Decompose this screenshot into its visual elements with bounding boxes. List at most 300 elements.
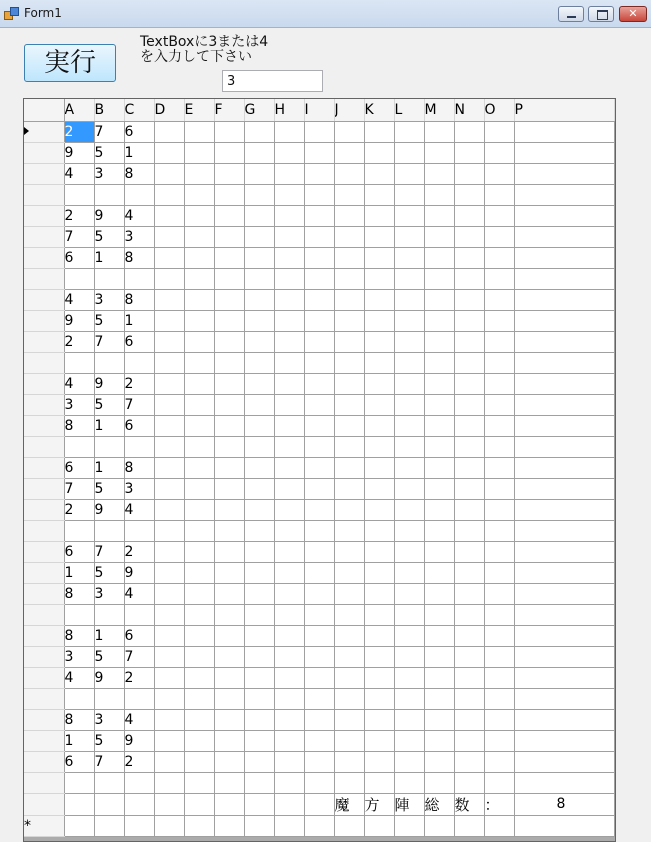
grid-cell[interactable]	[274, 667, 304, 688]
grid-cell[interactable]	[454, 625, 484, 646]
grid-cell[interactable]	[454, 310, 484, 331]
grid-cell[interactable]: 1	[124, 310, 154, 331]
grid-cell[interactable]	[334, 121, 364, 142]
grid-cell[interactable]	[454, 604, 484, 625]
column-header-j[interactable]: J	[334, 99, 364, 121]
grid-cell[interactable]	[454, 583, 484, 604]
grid-cell[interactable]	[394, 268, 424, 289]
grid-cell[interactable]	[484, 310, 514, 331]
grid-cell[interactable]	[514, 478, 614, 499]
grid-cell[interactable]: 6	[64, 247, 94, 268]
grid-cell[interactable]	[154, 415, 184, 436]
grid-cell[interactable]	[214, 121, 244, 142]
grid-cell[interactable]	[514, 163, 614, 184]
grid-cell[interactable]	[304, 205, 334, 226]
grid-cell[interactable]	[184, 247, 214, 268]
grid-cell[interactable]	[394, 310, 424, 331]
grid-cell[interactable]	[514, 457, 614, 478]
grid-cell[interactable]: 総	[424, 793, 454, 815]
grid-cell[interactable]	[214, 394, 244, 415]
grid-cell[interactable]	[454, 499, 484, 520]
grid-cell[interactable]	[214, 730, 244, 751]
grid-cell[interactable]: 7	[124, 646, 154, 667]
grid-cell[interactable]	[274, 541, 304, 562]
grid-cell[interactable]	[484, 373, 514, 394]
grid-cell[interactable]	[334, 667, 364, 688]
grid-cell[interactable]	[334, 352, 364, 373]
grid-cell[interactable]	[304, 184, 334, 205]
grid-cell[interactable]	[154, 268, 184, 289]
grid-cell[interactable]	[454, 373, 484, 394]
grid-cell[interactable]: 3	[94, 289, 124, 310]
grid-cell[interactable]	[154, 310, 184, 331]
grid-cell[interactable]: 2	[124, 373, 154, 394]
grid-cell[interactable]	[304, 625, 334, 646]
grid-cell[interactable]	[214, 751, 244, 772]
grid-cell[interactable]	[244, 541, 274, 562]
grid-cell[interactable]	[394, 205, 424, 226]
grid-cell[interactable]	[304, 646, 334, 667]
grid-cell[interactable]	[484, 772, 514, 793]
grid-cell[interactable]	[424, 436, 454, 457]
grid-cell[interactable]	[154, 436, 184, 457]
grid-cell[interactable]	[454, 815, 484, 836]
grid-cell[interactable]	[514, 352, 614, 373]
grid-cell[interactable]	[364, 436, 394, 457]
grid-cell[interactable]: 方	[364, 793, 394, 815]
grid-cell[interactable]	[244, 646, 274, 667]
grid-cell[interactable]	[394, 562, 424, 583]
column-header-k[interactable]: K	[364, 99, 394, 121]
grid-cell[interactable]	[334, 205, 364, 226]
row-header[interactable]	[24, 583, 64, 604]
grid-cell[interactable]	[394, 184, 424, 205]
grid-cell[interactable]	[454, 667, 484, 688]
column-header-d[interactable]: D	[154, 99, 184, 121]
grid-cell[interactable]	[214, 247, 244, 268]
grid-cell[interactable]	[334, 373, 364, 394]
grid-cell[interactable]	[394, 625, 424, 646]
grid-cell[interactable]	[484, 352, 514, 373]
grid-cell[interactable]	[64, 604, 94, 625]
grid-cell[interactable]: 8	[124, 247, 154, 268]
grid-cell[interactable]	[214, 562, 244, 583]
grid-cell[interactable]	[124, 793, 154, 815]
grid-cell[interactable]	[304, 247, 334, 268]
grid-cell[interactable]	[484, 247, 514, 268]
grid-cell[interactable]	[304, 709, 334, 730]
grid-cell[interactable]	[364, 142, 394, 163]
grid-cell[interactable]	[244, 478, 274, 499]
grid-cell[interactable]	[154, 163, 184, 184]
grid-cell[interactable]	[274, 268, 304, 289]
grid-cell[interactable]	[394, 373, 424, 394]
grid-cell[interactable]	[244, 583, 274, 604]
grid-cell[interactable]	[514, 562, 614, 583]
grid-cell[interactable]	[184, 331, 214, 352]
grid-cell[interactable]	[214, 226, 244, 247]
grid-cell[interactable]	[454, 163, 484, 184]
grid-cell[interactable]	[484, 121, 514, 142]
grid-cell[interactable]	[274, 310, 304, 331]
grid-cell[interactable]	[304, 457, 334, 478]
grid-cell[interactable]	[364, 331, 394, 352]
grid-cell[interactable]	[334, 751, 364, 772]
grid-cell[interactable]	[454, 457, 484, 478]
close-button[interactable]	[619, 6, 647, 22]
grid-cell[interactable]	[424, 499, 454, 520]
grid-cell[interactable]	[454, 520, 484, 541]
grid-cell[interactable]	[214, 289, 244, 310]
grid-cell[interactable]: ：	[484, 793, 514, 815]
grid-cell[interactable]	[334, 436, 364, 457]
grid-cell[interactable]: 5	[94, 310, 124, 331]
grid-cell[interactable]	[184, 751, 214, 772]
grid-cell[interactable]	[184, 562, 214, 583]
grid-cell[interactable]	[244, 709, 274, 730]
grid-cell[interactable]	[184, 226, 214, 247]
grid-cell[interactable]	[154, 331, 184, 352]
grid-cell[interactable]	[94, 352, 124, 373]
grid-cell[interactable]	[244, 667, 274, 688]
row-header[interactable]	[24, 331, 64, 352]
grid-cell[interactable]	[454, 226, 484, 247]
grid-cell[interactable]	[484, 709, 514, 730]
row-header[interactable]	[24, 457, 64, 478]
grid-cell[interactable]	[484, 457, 514, 478]
grid-cell[interactable]	[484, 667, 514, 688]
grid-cell[interactable]	[514, 310, 614, 331]
grid-cell[interactable]	[304, 478, 334, 499]
grid-cell[interactable]	[514, 121, 614, 142]
grid-cell[interactable]	[184, 667, 214, 688]
grid-cell[interactable]	[394, 394, 424, 415]
grid-cell[interactable]	[484, 436, 514, 457]
grid-cell[interactable]	[334, 415, 364, 436]
grid-cell[interactable]	[424, 415, 454, 436]
grid-cell[interactable]	[184, 163, 214, 184]
grid-cell[interactable]	[394, 583, 424, 604]
grid-cell[interactable]	[424, 667, 454, 688]
grid-cell[interactable]	[364, 772, 394, 793]
grid-cell[interactable]	[394, 667, 424, 688]
grid-cell[interactable]	[394, 751, 424, 772]
row-header[interactable]	[24, 121, 64, 142]
grid-cell[interactable]	[334, 541, 364, 562]
grid-cell[interactable]: 4	[124, 709, 154, 730]
grid-cell[interactable]	[454, 709, 484, 730]
grid-cell[interactable]	[364, 583, 394, 604]
grid-cell[interactable]	[454, 436, 484, 457]
grid-cell[interactable]	[274, 457, 304, 478]
grid-cell[interactable]	[394, 499, 424, 520]
row-header[interactable]	[24, 667, 64, 688]
grid-cell[interactable]	[454, 562, 484, 583]
grid-cell[interactable]	[274, 815, 304, 836]
grid-cell[interactable]	[484, 205, 514, 226]
grid-cell[interactable]	[214, 815, 244, 836]
grid-cell[interactable]	[484, 730, 514, 751]
grid-cell[interactable]	[124, 184, 154, 205]
grid-cell[interactable]	[364, 499, 394, 520]
grid-cell[interactable]	[304, 562, 334, 583]
grid-cell[interactable]	[244, 562, 274, 583]
grid-cell[interactable]	[454, 688, 484, 709]
grid-cell[interactable]	[334, 289, 364, 310]
grid-cell[interactable]	[244, 310, 274, 331]
grid-cell[interactable]	[184, 142, 214, 163]
grid-cell[interactable]	[124, 352, 154, 373]
grid-cell[interactable]	[424, 373, 454, 394]
grid-cell[interactable]	[184, 373, 214, 394]
column-header-f[interactable]: F	[214, 99, 244, 121]
grid-cell[interactable]	[424, 815, 454, 836]
grid-cell[interactable]	[364, 604, 394, 625]
grid-cell[interactable]	[484, 142, 514, 163]
minimize-button[interactable]	[558, 6, 584, 22]
row-header[interactable]	[24, 604, 64, 625]
grid-cell[interactable]	[274, 478, 304, 499]
grid-cell[interactable]	[364, 268, 394, 289]
grid-cell[interactable]	[484, 163, 514, 184]
grid-cell[interactable]	[274, 289, 304, 310]
grid-cell[interactable]	[154, 730, 184, 751]
grid-cell[interactable]	[514, 247, 614, 268]
grid-cell[interactable]: 5	[94, 478, 124, 499]
grid-cell[interactable]	[214, 478, 244, 499]
row-header[interactable]	[24, 142, 64, 163]
grid-cell[interactable]	[514, 373, 614, 394]
grid-cell[interactable]	[64, 772, 94, 793]
grid-cell[interactable]	[244, 415, 274, 436]
grid-cell[interactable]	[304, 730, 334, 751]
grid-cell[interactable]	[364, 520, 394, 541]
row-header[interactable]	[24, 793, 64, 815]
grid-cell[interactable]	[244, 457, 274, 478]
execute-button[interactable]: 実行	[24, 44, 116, 82]
row-header[interactable]	[24, 373, 64, 394]
grid-cell[interactable]	[64, 815, 94, 836]
grid-cell[interactable]: 8	[64, 583, 94, 604]
grid-cell[interactable]	[274, 415, 304, 436]
grid-cell[interactable]	[214, 583, 244, 604]
grid-cell[interactable]	[274, 688, 304, 709]
grid-cell[interactable]	[244, 793, 274, 815]
grid-cell[interactable]	[274, 499, 304, 520]
grid-cell[interactable]: 2	[124, 751, 154, 772]
grid-cell[interactable]	[364, 247, 394, 268]
grid-cell[interactable]	[274, 772, 304, 793]
grid-cell[interactable]	[214, 646, 244, 667]
grid-cell[interactable]	[274, 331, 304, 352]
grid-cell[interactable]	[334, 499, 364, 520]
grid-cell[interactable]	[454, 478, 484, 499]
grid-cell[interactable]	[274, 247, 304, 268]
grid-cell[interactable]	[334, 457, 364, 478]
grid-cell[interactable]	[184, 457, 214, 478]
grid-cell[interactable]: 3	[64, 646, 94, 667]
grid-cell[interactable]	[304, 436, 334, 457]
grid-cell[interactable]	[454, 247, 484, 268]
grid-cell[interactable]: 9	[124, 730, 154, 751]
grid-cell[interactable]: 数	[454, 793, 484, 815]
grid-cell[interactable]	[364, 625, 394, 646]
grid-cell[interactable]	[64, 268, 94, 289]
grid-cell[interactable]	[394, 520, 424, 541]
grid-cell[interactable]	[214, 688, 244, 709]
grid-cell[interactable]	[304, 394, 334, 415]
grid-cell[interactable]	[394, 121, 424, 142]
size-input[interactable]	[222, 70, 323, 92]
grid-cell[interactable]	[184, 310, 214, 331]
grid-cell[interactable]	[274, 562, 304, 583]
grid-cell[interactable]	[214, 436, 244, 457]
grid-cell[interactable]	[244, 184, 274, 205]
grid-cell[interactable]	[184, 268, 214, 289]
grid-cell[interactable]	[214, 373, 244, 394]
row-header[interactable]	[24, 625, 64, 646]
grid-cell[interactable]	[364, 415, 394, 436]
grid-cell[interactable]: 8	[64, 415, 94, 436]
grid-cell[interactable]: 6	[124, 121, 154, 142]
grid-cell[interactable]	[454, 646, 484, 667]
grid-cell[interactable]: 8	[124, 289, 154, 310]
grid-cell[interactable]	[304, 226, 334, 247]
grid-cell[interactable]	[454, 331, 484, 352]
grid-cell[interactable]	[394, 163, 424, 184]
grid-cell[interactable]	[424, 562, 454, 583]
grid-cell[interactable]: 2	[64, 499, 94, 520]
grid-cell[interactable]	[304, 121, 334, 142]
grid-cell[interactable]	[364, 562, 394, 583]
row-header[interactable]	[24, 709, 64, 730]
grid-cell[interactable]	[334, 142, 364, 163]
grid-cell[interactable]: 2	[124, 541, 154, 562]
grid-cell[interactable]	[514, 730, 614, 751]
grid-cell[interactable]	[154, 625, 184, 646]
grid-cell[interactable]	[154, 457, 184, 478]
grid-cell[interactable]	[514, 205, 614, 226]
grid-cell[interactable]	[394, 457, 424, 478]
grid-cell[interactable]	[274, 142, 304, 163]
grid-cell[interactable]	[214, 268, 244, 289]
grid-cell[interactable]	[274, 583, 304, 604]
grid-cell[interactable]	[454, 394, 484, 415]
grid-cell[interactable]	[304, 331, 334, 352]
grid-cell[interactable]	[184, 646, 214, 667]
row-header[interactable]	[24, 310, 64, 331]
grid-cell[interactable]	[184, 121, 214, 142]
grid-cell[interactable]	[214, 457, 244, 478]
grid-cell[interactable]	[94, 436, 124, 457]
column-header-l[interactable]: L	[394, 99, 424, 121]
grid-cell[interactable]	[304, 499, 334, 520]
grid-cell[interactable]	[484, 415, 514, 436]
row-header[interactable]	[24, 352, 64, 373]
grid-cell[interactable]: 9	[94, 205, 124, 226]
grid-cell[interactable]	[514, 688, 614, 709]
grid-cell[interactable]	[154, 604, 184, 625]
grid-cell[interactable]	[484, 520, 514, 541]
grid-cell[interactable]	[124, 815, 154, 836]
grid-cell[interactable]	[334, 247, 364, 268]
grid-cell[interactable]	[124, 604, 154, 625]
grid-cell[interactable]: 7	[64, 478, 94, 499]
grid-cell[interactable]	[424, 583, 454, 604]
grid-cell[interactable]	[424, 289, 454, 310]
grid-cell[interactable]	[154, 793, 184, 815]
grid-cell[interactable]	[334, 268, 364, 289]
grid-cell[interactable]	[154, 373, 184, 394]
grid-cell[interactable]	[514, 499, 614, 520]
grid-cell[interactable]: 1	[124, 142, 154, 163]
grid-cell[interactable]: 1	[94, 415, 124, 436]
grid-cell[interactable]: 1	[94, 247, 124, 268]
grid-cell[interactable]: 8	[514, 793, 614, 815]
grid-cell[interactable]: 2	[124, 667, 154, 688]
grid-cell[interactable]: 9	[94, 499, 124, 520]
grid-cell[interactable]	[484, 815, 514, 836]
row-header[interactable]	[24, 562, 64, 583]
grid-cell[interactable]	[424, 163, 454, 184]
grid-cell[interactable]	[394, 646, 424, 667]
grid-cell[interactable]	[304, 268, 334, 289]
grid-cell[interactable]	[154, 541, 184, 562]
grid-cell[interactable]	[154, 646, 184, 667]
grid-cell[interactable]: 6	[64, 541, 94, 562]
grid-cell[interactable]	[304, 793, 334, 815]
grid-cell[interactable]	[64, 352, 94, 373]
grid-cell[interactable]	[514, 604, 614, 625]
grid-cell[interactable]	[124, 520, 154, 541]
grid-cell[interactable]	[484, 688, 514, 709]
grid-cell[interactable]	[304, 541, 334, 562]
grid-cell[interactable]	[514, 751, 614, 772]
grid-cell[interactable]	[244, 436, 274, 457]
grid-cell[interactable]	[394, 289, 424, 310]
grid-cell[interactable]	[274, 604, 304, 625]
grid-cell[interactable]	[244, 751, 274, 772]
grid-cell[interactable]	[454, 184, 484, 205]
grid-cell[interactable]	[184, 520, 214, 541]
grid-cell[interactable]	[214, 205, 244, 226]
row-header[interactable]	[24, 205, 64, 226]
grid-cell[interactable]	[364, 688, 394, 709]
grid-cell[interactable]	[214, 709, 244, 730]
grid-cell[interactable]	[274, 394, 304, 415]
grid-cell[interactable]	[394, 604, 424, 625]
grid-cell[interactable]	[274, 751, 304, 772]
grid-cell[interactable]	[484, 625, 514, 646]
grid-cell[interactable]	[334, 478, 364, 499]
row-header[interactable]	[24, 520, 64, 541]
grid-cell[interactable]	[364, 352, 394, 373]
grid-cell[interactable]	[154, 667, 184, 688]
column-header-n[interactable]: N	[454, 99, 484, 121]
grid-cell[interactable]	[364, 478, 394, 499]
grid-cell[interactable]	[154, 772, 184, 793]
column-header-g[interactable]: G	[244, 99, 274, 121]
grid-cell[interactable]	[154, 583, 184, 604]
grid-cell[interactable]	[334, 520, 364, 541]
grid-cell[interactable]	[64, 793, 94, 815]
grid-cell[interactable]	[184, 688, 214, 709]
grid-cell[interactable]: 7	[94, 331, 124, 352]
row-header[interactable]	[24, 478, 64, 499]
grid-cell[interactable]	[484, 751, 514, 772]
grid-cell[interactable]	[364, 667, 394, 688]
grid-cell[interactable]	[244, 121, 274, 142]
